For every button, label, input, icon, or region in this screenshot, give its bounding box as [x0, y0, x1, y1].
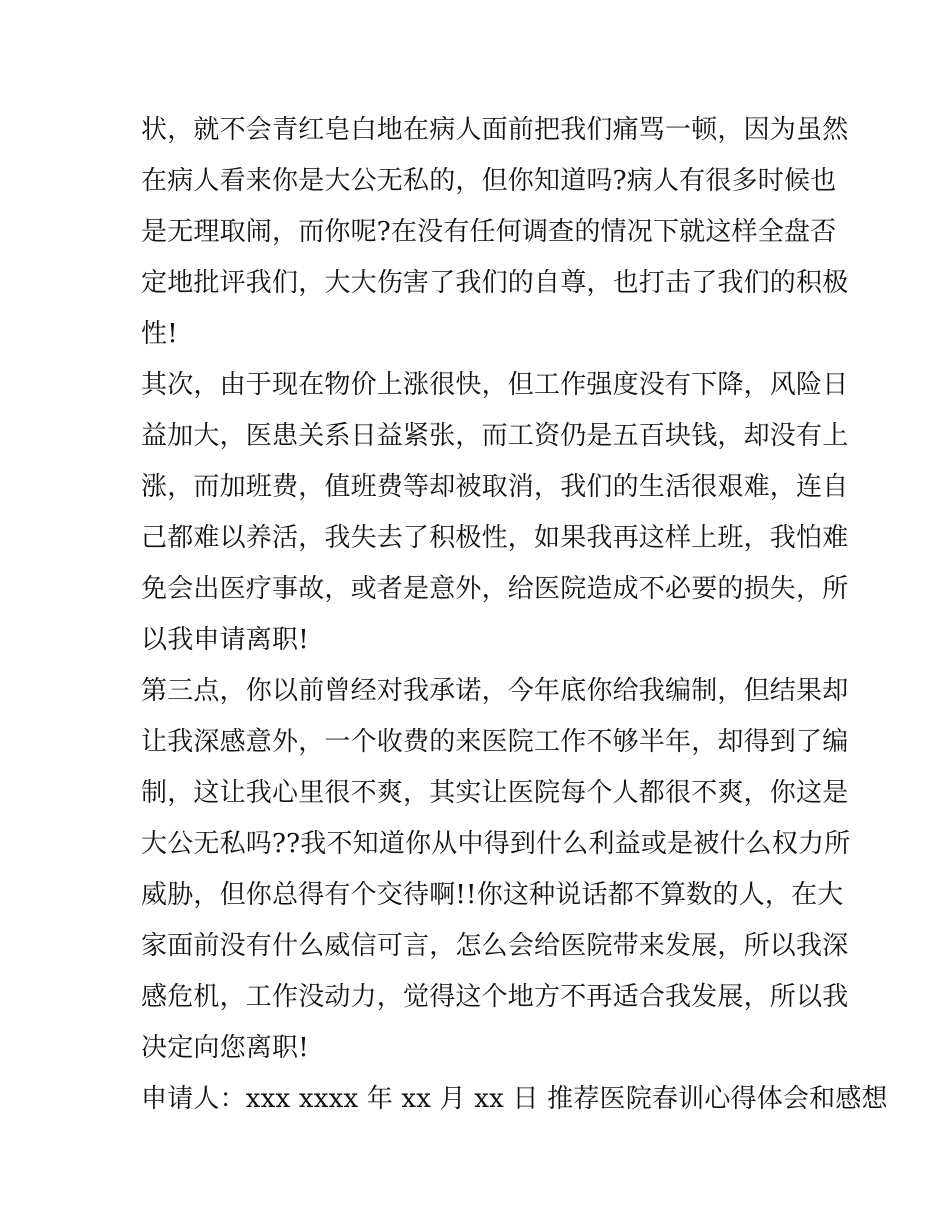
- text-line: 益加大，医患关系日益紧张，而工资仍是五百块钱，却没有上: [141, 421, 849, 451]
- text-line: 状，就不会青红皂白地在病人面前把我们痛骂一顿，因为虽然: [141, 115, 849, 145]
- text-line: 己都难以养活，我失去了积极性，如果我再这样上班，我怕难: [141, 523, 849, 553]
- text-line: 决定向您离职!: [141, 1033, 309, 1063]
- text-line: 第三点，你以前曾经对我承诺，今年底你给我编制，但结果却: [141, 676, 849, 706]
- text-line: 是无理取闹，而你呢?在没有任何调查的情况下就这样全盘否: [141, 217, 837, 247]
- signature-line: 申请人：xxx xxxx 年 xx 月 xx 日 推荐医院春训心得体会和感想: [141, 1084, 888, 1114]
- text-line: 定地批评我们，大大伤害了我们的自尊，也打击了我们的积极: [141, 268, 849, 298]
- text-line: 制，这让我心里很不爽，其实让医院每个人都很不爽，你这是: [141, 778, 849, 808]
- text-line: 涨，而加班费，值班费等却被取消，我们的生活很艰难，连自: [141, 472, 849, 502]
- text-line: 威胁，但你总得有个交待啊!!你这种说话都不算数的人，在大: [141, 880, 844, 910]
- text-line: 免会出医疗事故，或者是意外，给医院造成不必要的损失，所: [141, 574, 849, 604]
- document-body: [141, 105, 888, 1125]
- text-line: 感危机，工作没动力，觉得这个地方不再适合我发展，所以我: [141, 982, 849, 1012]
- text-line: 让我深感意外，一个收费的来医院工作不够半年，却得到了编: [141, 727, 849, 757]
- text-line: 其次，由于现在物价上涨很快，但工作强度没有下降，风险日: [141, 370, 849, 400]
- text-line: 大公无私吗??我不知道你从中得到什么利益或是被什么权力所: [141, 829, 851, 859]
- text-line: 以我申请离职!: [141, 625, 309, 655]
- text-line: 性!: [141, 319, 178, 349]
- text-line: 家面前没有什么威信可言，怎么会给医院带来发展，所以我深: [141, 931, 849, 961]
- text-line: 在病人看来你是大公无私的，但你知道吗?病人有很多时候也: [141, 166, 837, 196]
